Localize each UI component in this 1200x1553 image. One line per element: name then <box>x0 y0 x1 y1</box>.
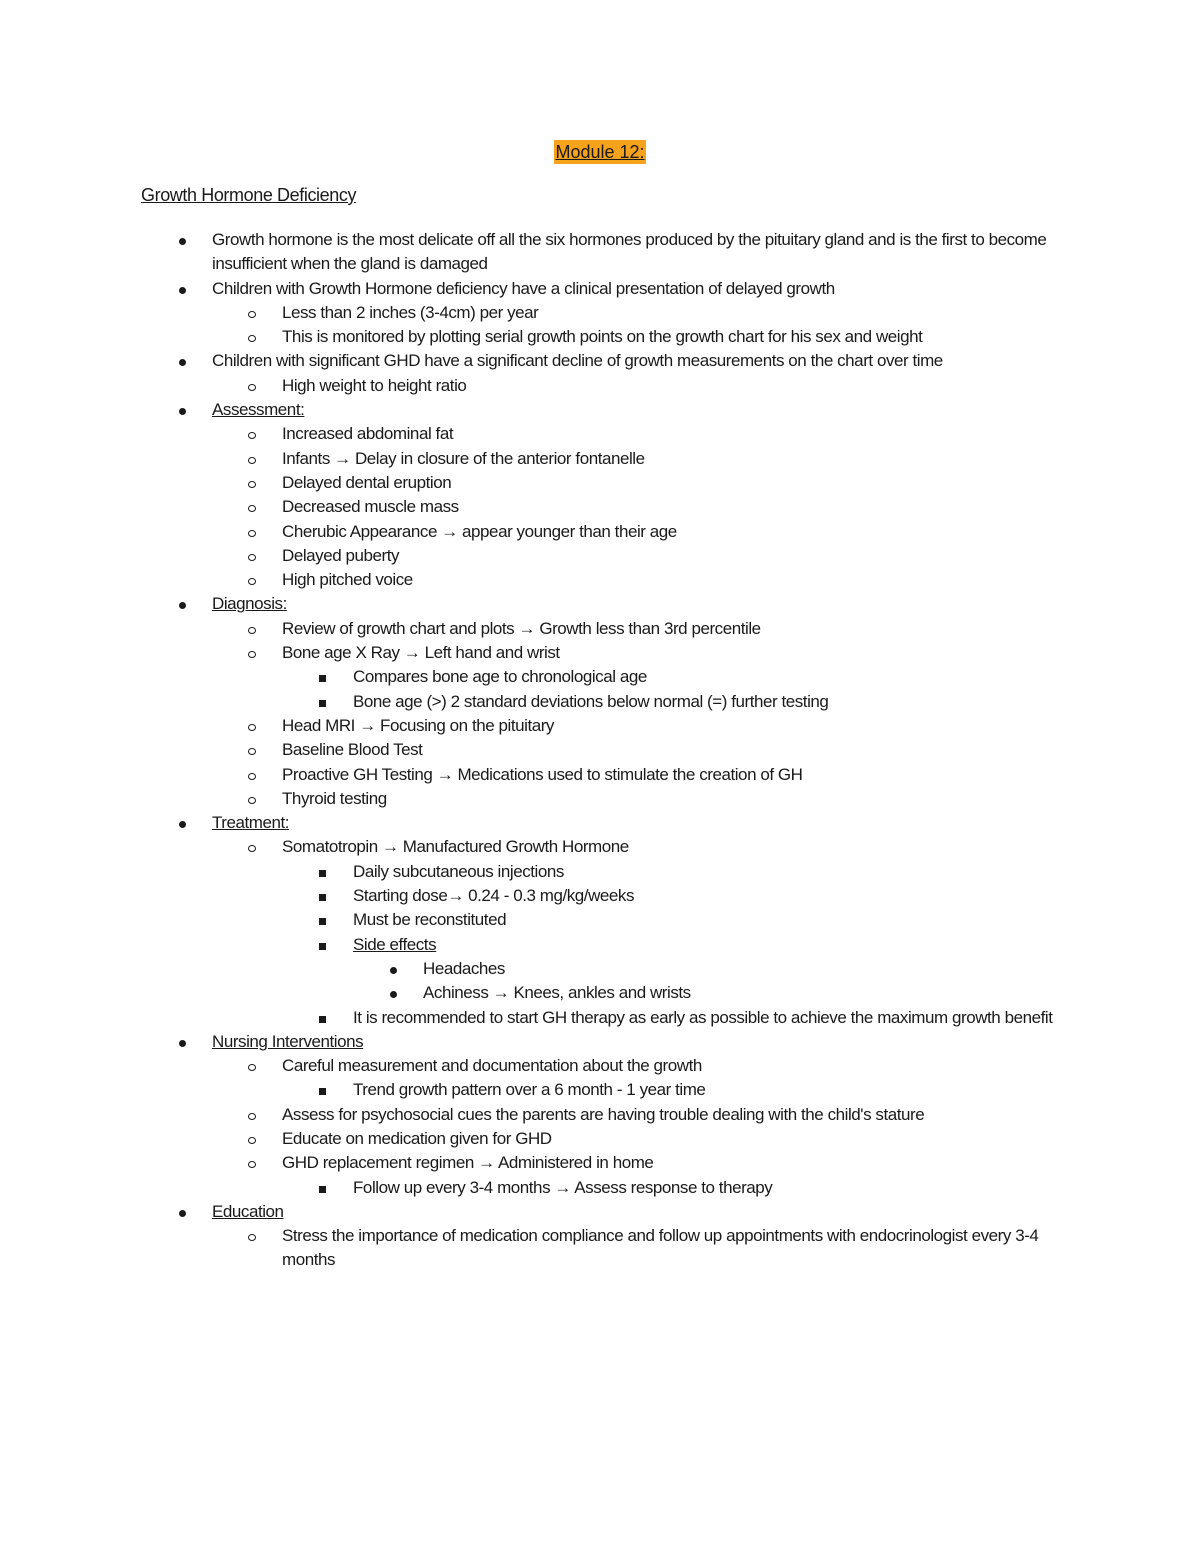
list-item: Daily subcutaneous injections <box>141 860 1066 884</box>
list-item <box>141 811 1066 835</box>
list-item <box>141 933 1066 957</box>
hollow-bullet-icon <box>243 520 261 544</box>
list-item: Stress the importance of medication compliance and follow up appointments with endocrinologist every 3-4 months <box>141 1224 1066 1273</box>
list-item: Follow up every 3-4 months → Assess response to therapy <box>141 1176 1066 1200</box>
list-item: Starting dose→ 0.24 - 0.3 mg/kg/weeks <box>141 884 1066 908</box>
list-item: Growth hormone is the most delicate off all the six hormones produced by the pituitary gland and is the first to become insufficient when the gland is damaged <box>141 228 1066 277</box>
list-item: Bone age (>) 2 standard deviations below normal (=) further testing <box>141 690 1066 714</box>
list-item: Achiness → Knees, ankles and wrists <box>141 981 1066 1005</box>
notes-list <box>141 228 1066 1273</box>
list-item: Assess for psychosocial cues the parents are having trouble dealing with the child's stature <box>141 1103 1066 1127</box>
bullet-icon <box>173 1030 191 1054</box>
hollow-bullet-icon <box>243 1151 261 1175</box>
hollow-bullet-icon <box>243 738 261 762</box>
bullet-icon <box>173 398 191 422</box>
hollow-bullet-icon <box>243 1103 261 1127</box>
hollow-bullet-icon <box>243 1127 261 1151</box>
page-title: Module 12: <box>555 142 645 162</box>
hollow-bullet-icon <box>243 641 261 665</box>
bullet-icon <box>384 957 402 981</box>
list-item: Compares bone age to chronological age <box>141 665 1066 689</box>
list-item: Careful measurement and documentation about the growth <box>141 1054 1066 1078</box>
list-item: Children with Growth Hormone deficiency have a clinical presentation of delayed growth <box>141 277 1066 301</box>
list-item: Delayed puberty <box>141 544 1066 568</box>
subheading-nursing-interventions: Nursing Interventions <box>212 1031 364 1051</box>
list-item: Increased abdominal fat <box>141 422 1066 446</box>
bullet-icon <box>384 981 402 1005</box>
square-bullet-icon <box>313 1006 331 1030</box>
hollow-bullet-icon <box>243 568 261 592</box>
subheading-treatment: Treatment: <box>212 813 290 833</box>
hollow-bullet-icon <box>243 495 261 519</box>
list-item: Cherubic Appearance → appear younger than their age <box>141 520 1066 544</box>
square-bullet-icon <box>313 1078 331 1102</box>
list-item: Baseline Blood Test <box>141 738 1066 762</box>
hollow-bullet-icon <box>243 714 261 738</box>
list-item: Infants → Delay in closure of the anterior fontanelle <box>141 447 1066 471</box>
bullet-icon <box>173 277 191 301</box>
hollow-bullet-icon <box>243 447 261 471</box>
hollow-bullet-icon <box>243 422 261 446</box>
square-bullet-icon <box>313 933 331 957</box>
square-bullet-icon <box>313 665 331 689</box>
list-item <box>141 1200 1066 1224</box>
hollow-bullet-icon <box>243 301 261 325</box>
list-item: Children with significant GHD have a significant decline of growth measurements on the chart over time <box>141 349 1066 373</box>
square-bullet-icon <box>313 884 331 908</box>
title-wrap <box>0 140 1200 164</box>
subheading-diagnosis: Diagnosis: <box>212 594 287 614</box>
list-item: Proactive GH Testing → Medications used to stimulate the creation of GH <box>141 763 1066 787</box>
list-item: Review of growth chart and plots → Growth less than 3rd percentile <box>141 617 1066 641</box>
list-item <box>141 398 1066 422</box>
hollow-bullet-icon <box>243 617 261 641</box>
list-item: Bone age X Ray → Left hand and wrist <box>141 641 1066 665</box>
square-bullet-icon <box>313 908 331 932</box>
bullet-icon <box>173 592 191 616</box>
hollow-bullet-icon <box>243 374 261 398</box>
list-item: This is monitored by plotting serial growth points on the growth chart for his sex and weight <box>141 325 1066 349</box>
hollow-bullet-icon <box>243 325 261 349</box>
hollow-bullet-icon <box>243 835 261 859</box>
list-item <box>141 592 1066 616</box>
list-item: Head MRI → Focusing on the pituitary <box>141 714 1066 738</box>
list-item <box>141 1030 1066 1054</box>
list-item: Decreased muscle mass <box>141 495 1066 519</box>
hollow-bullet-icon <box>243 763 261 787</box>
bullet-icon <box>173 811 191 835</box>
hollow-bullet-icon <box>243 787 261 811</box>
square-bullet-icon <box>313 860 331 884</box>
list-item: Delayed dental eruption <box>141 471 1066 495</box>
hollow-bullet-icon <box>243 1224 261 1248</box>
bullet-icon <box>173 349 191 373</box>
subheading-side-effects: Side effects <box>353 934 437 954</box>
hollow-bullet-icon <box>243 1054 261 1078</box>
subheading-assessment: Assessment: <box>212 400 305 420</box>
square-bullet-icon <box>313 1176 331 1200</box>
list-item: High pitched voice <box>141 568 1066 592</box>
list-item: Headaches <box>141 957 1066 981</box>
list-item: Educate on medication given for GHD <box>141 1127 1066 1151</box>
subheading-education: Education <box>212 1201 284 1221</box>
list-item: Less than 2 inches (3-4cm) per year <box>141 301 1066 325</box>
list-item: Must be reconstituted <box>141 908 1066 932</box>
bullet-icon <box>173 1200 191 1224</box>
list-item: High weight to height ratio <box>141 374 1066 398</box>
list-item: It is recommended to start GH therapy as early as possible to achieve the maximum growth benefit <box>141 1006 1066 1030</box>
list-item: GHD replacement regimen → Administered in home <box>141 1151 1066 1175</box>
bullet-icon <box>173 228 191 252</box>
hollow-bullet-icon <box>243 544 261 568</box>
square-bullet-icon <box>313 690 331 714</box>
list-item: Trend growth pattern over a 6 month - 1 year time <box>141 1078 1066 1102</box>
list-item: Thyroid testing <box>141 787 1066 811</box>
hollow-bullet-icon <box>243 471 261 495</box>
list-item: Somatotropin → Manufactured Growth Hormone <box>141 835 1066 859</box>
section-heading: Growth Hormone Deficiency <box>141 185 357 205</box>
